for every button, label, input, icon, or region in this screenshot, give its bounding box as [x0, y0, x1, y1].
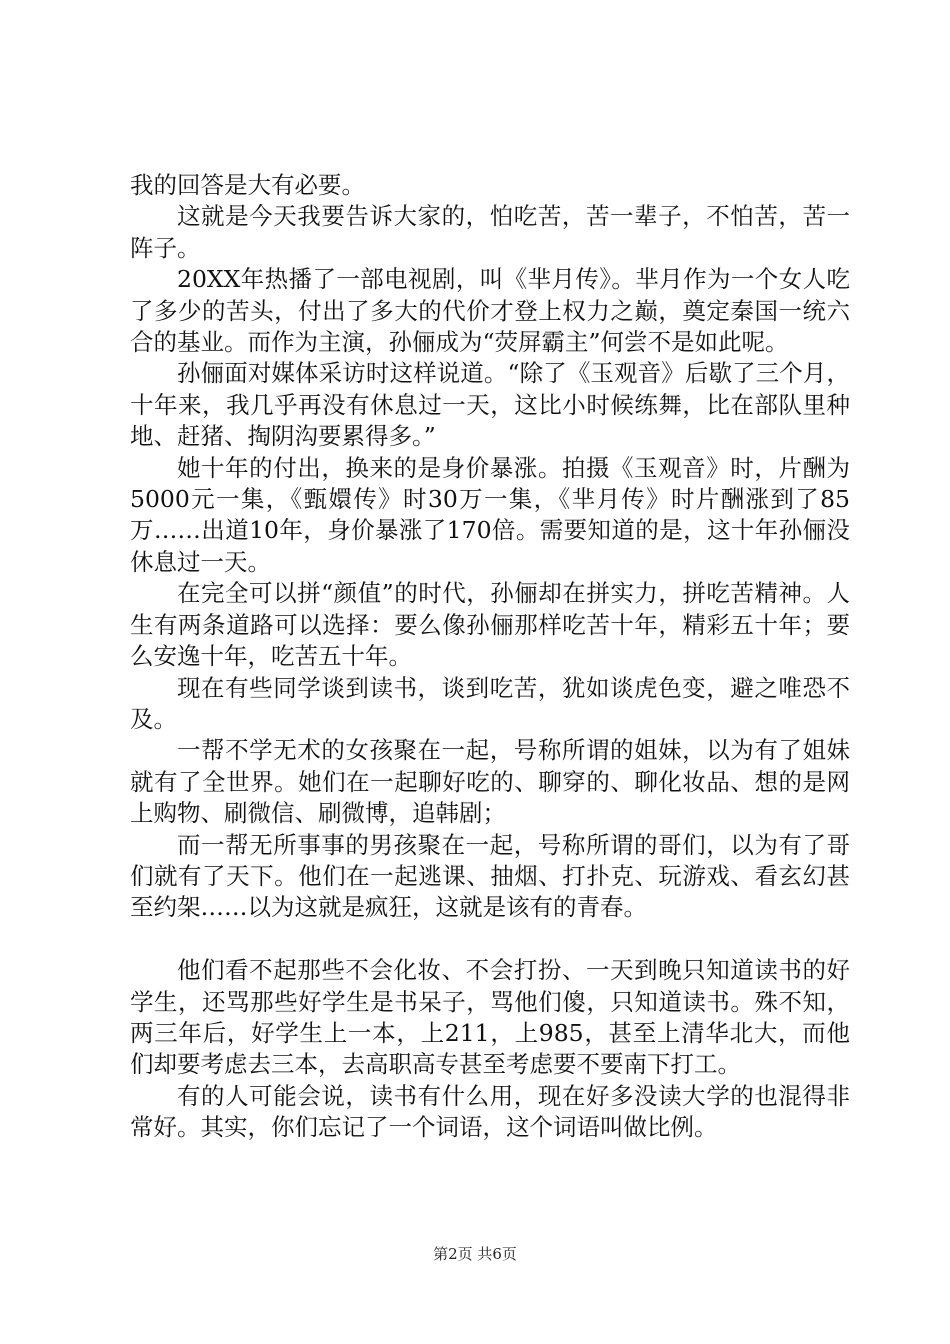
document-body [130, 170, 850, 1144]
paragraph-9: 而一帮无所事事的男孩聚在一起，号称所谓的哥们，以为有了哥们就有了天下。他们在一起逃课、抽烟、打扑克、玩游戏、看玄幻甚至约架……以为这就是疯狂，这就是该有的青春。 [130, 830, 850, 922]
paragraph-2: 这就是今天我要告诉大家的，怕吃苦，苦一辈子，不怕苦，苦一阵子。 [130, 202, 850, 262]
paragraph-10: 他们看不起那些不会化妆、不会打扮、一天到晚只知道读书的好学生，还骂那些好学生是书呆子，骂他们傻，只知道读书。殊不知，两三年后，好学生上一本，上211，上985，甚至上清华北大，而他们却要考虑去三本，去高职高专甚至考虑要不要南下打工。 [130, 956, 850, 1079]
paragraph-11: 有的人可能会说，读书有什么用，现在好多没读大学的也混得非常好。其实，你们忘记了一个词语，这个词语叫做比例。 [130, 1081, 850, 1142]
paragraph-6: 在完全可以拼“颜值”的时代，孙俪却在拼实力，拼吃苦精神。人生有两条道路可以选择：要么像孙俪那样吃苦十年，精彩五十年；要么安逸十年，吃苦五十年。 [130, 579, 850, 671]
page-number-label: 第2页 共6页 [433, 1245, 517, 1263]
paragraph-5: 她十年的付出，换来的是身价暴涨。拍摄《玉观音》时，片酬为5000元一集，《甄嬛传》时30万一集，《芈月传》时片酬涨到了85万……出道10年，身价暴涨了170倍。需要知道的是，这十年孙俪没休息过一天。 [130, 453, 850, 576]
paragraph-4: 孙俪面对媒体采访时这样说道。“除了《玉观音》后歇了三个月，十年来，我几乎再没有休息过一天，这比小时候练舞，比在部队里种地、赶猪、掏阴沟要累得多。” [130, 359, 850, 451]
page-footer [0, 1244, 950, 1264]
paragraph-7: 现在有些同学谈到读书，谈到吃苦，犹如谈虎色变，避之唯恐不及。 [130, 673, 850, 733]
paragraph-1: 我的回答是大有必要。 [130, 171, 365, 199]
paragraph-3: 20XX年热播了一部电视剧，叫《芈月传》。芈月作为一个女人吃了多少的苦头，付出了多大的代价才登上权力之巅，奠定秦国一统六合的基业。而作为主演，孙俪成为“荧屏霸主”何尝不是如此呢。 [130, 265, 850, 357]
paragraph-8: 一帮不学无术的女孩聚在一起，号称所谓的姐妹，以为有了姐妹就有了全世界。她们在一起聊好吃的、聊穿的、聊化妆品、想的是网上购物、刷微信、刷微博，追韩剧； [130, 736, 850, 828]
